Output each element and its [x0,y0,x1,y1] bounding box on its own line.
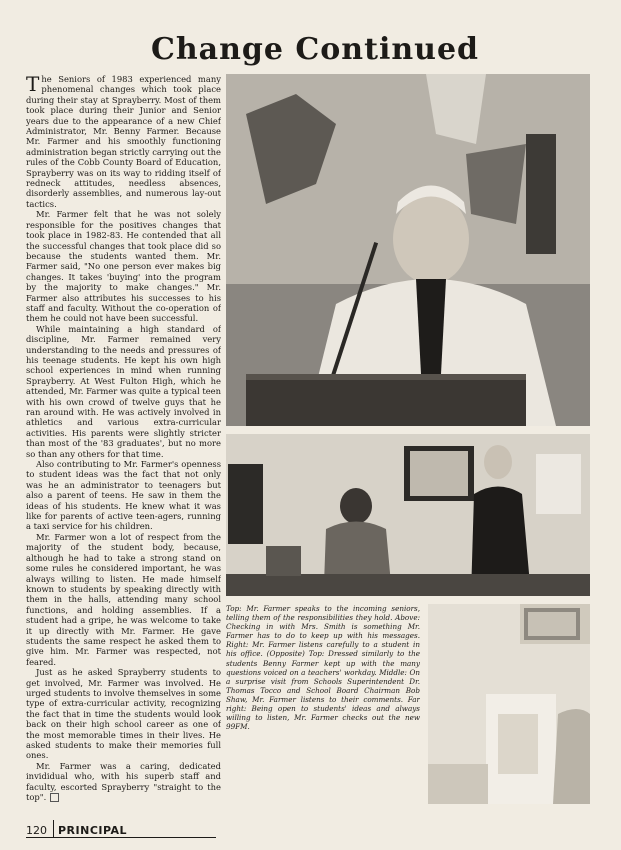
page-number: 120 [26,824,47,837]
footer-rule [26,837,216,838]
page-footer [26,822,216,842]
end-mark-icon [50,793,59,802]
article-body [26,74,221,809]
article-paragraph: While maintaining a high standard of discipline, Mr. Farmer remained very understanding to the needs and pressures of his teenage students. He kept his own high school experiences in mind when running Sprayberry. At West Fulton High, which he attended, Mr. Farmer was quite a typical teen with his own crowd of twelve guys that he ran around with. He was actively involved in athletics and various extra-curricular activities. His parents were slightly stricter than most of the '83 graduates', but no more so than any others for that time. [26,323,221,459]
photo-student-office [428,604,590,804]
drop-cap: T [26,74,40,96]
article-paragraph: Also contributing to Mr. Farmer's openness to student ideas was the fact that not only was he an administrator to teenagers but also a parent of teens. He saw in them the ideas of his students. He knew what it was like for parents of active teen-agers, running a taxi service for his children. [26,459,221,532]
footer-divider [53,820,54,838]
photo-speaker-podium [226,74,590,426]
photo-office [226,434,590,596]
article-paragraph: The Seniors of 1983 experienced many phenomenal changes which took place during their stay at Sprayberry. Most of them took place during their Junior and Senior years due to the appearance of a new Chief Administrator, Mr. Benny Farmer. Because Mr. Farmer and his smoothly functioning administration began strictly carrying out the rules of the Cobb County Board of Education, Sprayberry was on its way to ridding itself of redneck attitudes, needless absences, disorderly assemblies, and numerous lay-out tactics. [26,74,221,209]
section-label: PRINCIPAL [58,824,128,837]
page-title: Change Continued [150,32,480,67]
photo-caption: Top: Mr. Farmer speaks to the incoming seniors, telling them of the responsibilities they hold. Above: Checking in with Mrs. Smith is something Mr. Farmer has to do to keep up with his messages. Right: Mr. Farmer listens carefully to a student in his office. (Opposite) Top: Dressed similarly to the students Benny Farmer kept up with the many questions voiced on a teachers' workday. Middle: On a surprise visit from Schools Superintendent Dr. Thomas Tocco and School Board Chairman Bob Shaw, Mr. Farmer listens to their comments. Far right: Being open to students' ideas and always willing to listen, Mr. Farmer checks out the new 99FM. [226,604,420,732]
article-paragraph: Mr. Farmer felt that he was not solely responsible for the positives changes that took place in 1982-83. He contended that all the successful changes that took place did so because the students wanted them. Mr. Farmer said, "No one person ever makes big changes. It takes 'buying' into the program by the majority to make changes." Mr. Farmer also attributes his successes to his staff and faculty. Without the co-operation of them he could not have been successful. [26,209,221,324]
article-paragraph: Mr. Farmer won a lot of respect from the majority of the student body, because, although he had to take a strong stand on some rules he considered important, he was always willing to listen. He made himself known to students by speaking directly with them in the halls, attending many school functions, and holding assemblies. If a student had a gripe, he was welcome to take it up directly with Mr. Farmer. He gave students the same respect he asked them to give him. Mr. Farmer was respected, not feared. [26,531,221,667]
article-paragraph: Mr. Farmer was a caring, dedicated invididual who, with his superb staff and faculty, escorted Sprayberry "straight to the top". [26,760,221,803]
article-paragraph: Just as he asked Sprayberry students to get involved, Mr. Farmer was involved. He urged students to involve themselves in some type of extra-curricular activity, recognizing the fact that in time the students would look back on their high school career as one of the most memorable times in their lives. He asked students to make their memories full ones. [26,667,221,761]
